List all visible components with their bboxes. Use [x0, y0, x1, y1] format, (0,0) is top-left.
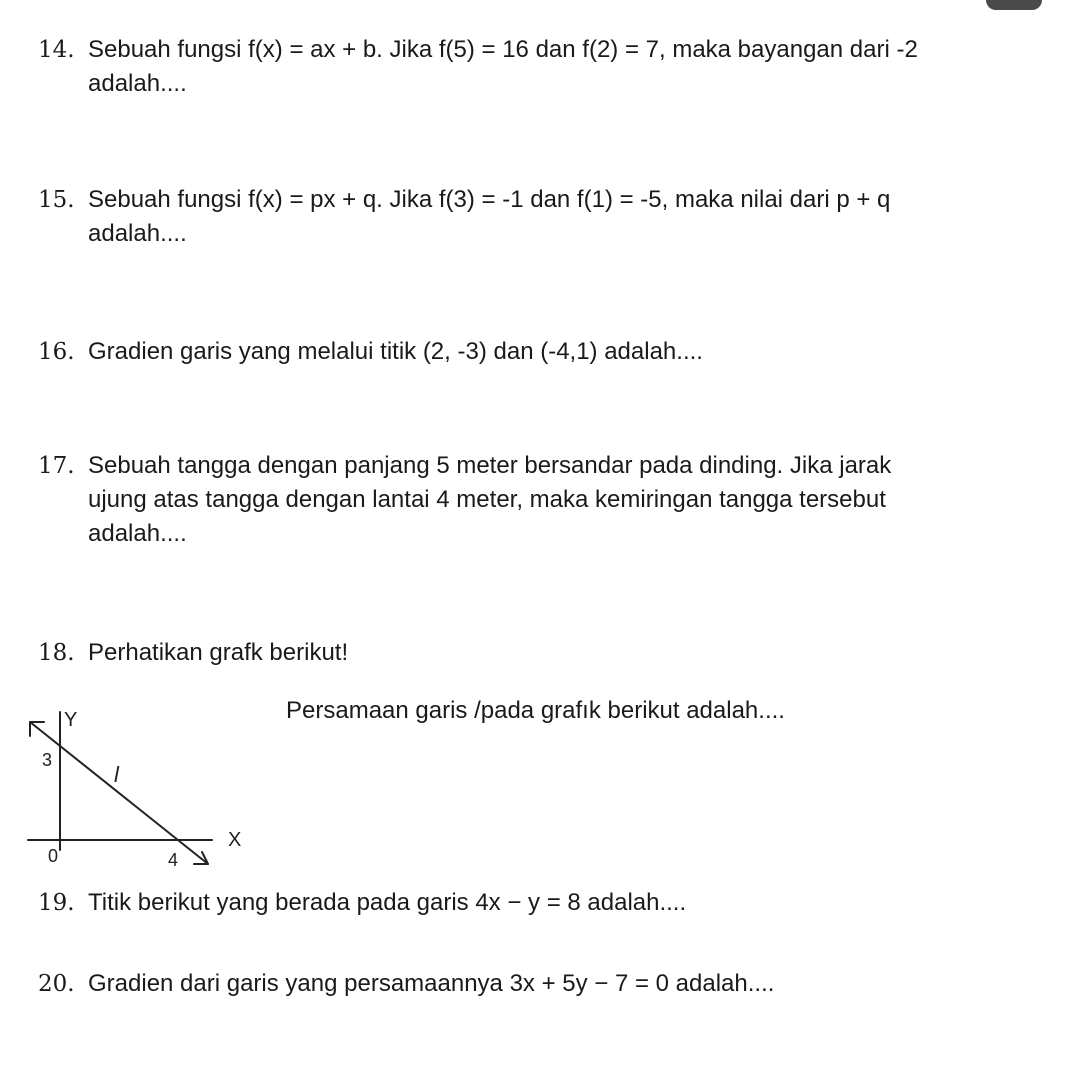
question-text-line: Gradien garis yang melalui titik (2, -3) dan (-4,1) adalah....	[88, 338, 703, 365]
question-text-line: adalah....	[88, 70, 187, 97]
line-l	[30, 722, 208, 864]
question-number: 15.	[38, 187, 75, 213]
question-number: 14.	[38, 37, 75, 63]
x-axis-label: X	[228, 829, 242, 851]
graph-question-text: Persamaan garis /pada grafık berikut adalah....	[286, 697, 785, 724]
question-text-line: ujung atas tangga dengan lantai 4 meter, maka kemiringan tangga tersebut	[88, 486, 886, 513]
question-number: 17.	[38, 453, 75, 479]
question-text-line: Sebuah tangga dengan panjang 5 meter bersandar pada dinding. Jika jarak	[88, 452, 892, 479]
question-text-line: Titik berikut yang berada pada garis 4x − y = 8 adalah....	[88, 889, 687, 916]
origin-label: 0	[48, 846, 59, 866]
question-15	[38, 183, 1038, 251]
question-18	[38, 636, 1038, 670]
question-20	[38, 967, 1038, 1001]
line-l-label: l	[114, 762, 119, 787]
question-17	[38, 449, 1038, 551]
question-text-line: adalah....	[88, 220, 187, 247]
question-19	[38, 886, 1038, 920]
question-14	[38, 33, 1038, 101]
question-text-line: Gradien dari garis yang persamaannya 3x + 5y − 7 = 0 adalah....	[88, 970, 775, 997]
question-number: 18.	[38, 640, 75, 666]
window-tab-handle	[986, 0, 1042, 10]
question-text-line: Sebuah fungsi f(x) = px + q. Jika f(3) = -1 dan f(1) = -5, maka nilai dari p + q	[88, 186, 891, 213]
y-intercept-label: 3	[42, 750, 53, 770]
x-intercept-label: 4	[168, 850, 179, 870]
question-number: 20.	[38, 971, 75, 997]
y-axis-label: Y	[64, 709, 78, 731]
question-text-line: adalah....	[88, 520, 187, 547]
question-text-line: Sebuah fungsi f(x) = ax + b. Jika f(5) = 16 dan f(2) = 7, maka bayangan dari -2	[88, 36, 918, 63]
question-text-line: Perhatikan grafk berikut!	[88, 639, 349, 666]
question-16	[38, 335, 1038, 369]
question-number: 16.	[38, 339, 75, 365]
question-number: 19.	[38, 890, 75, 916]
line-graph	[22, 700, 252, 870]
